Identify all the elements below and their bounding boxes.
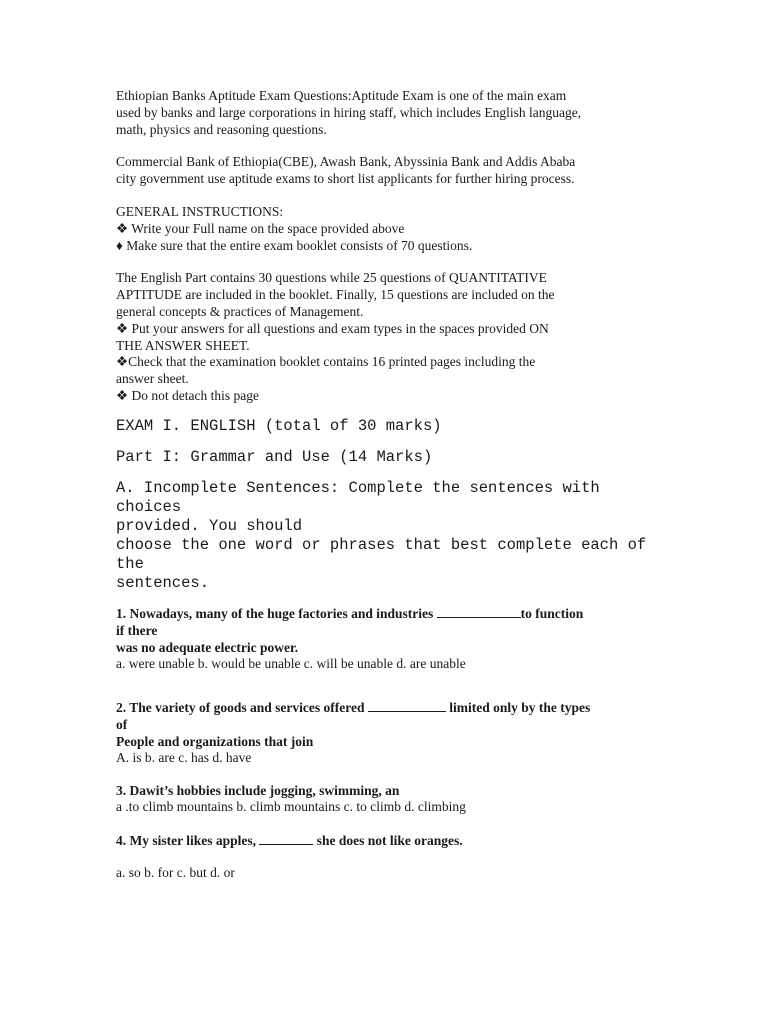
answer-blank[interactable] xyxy=(259,832,313,845)
details-line: THE ANSWER SHEET. xyxy=(116,337,250,353)
question-stem: 3. Dawit’s hobbies include jogging, swimming, an xyxy=(116,783,400,799)
instruction-item: ♦ Make sure that the entire exam booklet consists of 70 questions. xyxy=(116,237,473,253)
question-stem-cont: was no adequate electric power. xyxy=(116,639,299,655)
question-stem: 1. Nowadays, many of the huge factories and industries to function xyxy=(116,605,584,621)
intro-line: Ethiopian Banks Aptitude Exam Questions:Aptitude Exam is one of the main exam xyxy=(116,88,567,103)
question-options: a. so b. for c. but d. or xyxy=(116,865,235,881)
question-2 xyxy=(116,699,656,767)
intro-line: Commercial Bank of Ethiopia(CBE), Awash Bank, Abyssinia Bank and Addis Ababa xyxy=(116,154,576,170)
intro-paragraph-2 xyxy=(116,154,656,188)
answer-blank[interactable] xyxy=(437,605,521,618)
question-stem-cont: People and organizations that join xyxy=(116,733,314,749)
details-line: general concepts & practices of Management. xyxy=(116,303,364,319)
details-line: ❖Check that the examination booklet contains 16 printed pages including the xyxy=(116,354,536,370)
section-line: choose the one word or phrases that best complete each of the xyxy=(116,535,647,573)
exam-details xyxy=(116,270,656,404)
question-stem: 4. My sister likes apples, she does not like oranges. xyxy=(116,833,463,849)
section-line: sentences. xyxy=(116,573,210,592)
section-line: provided. You should xyxy=(116,516,303,535)
details-line: APTITUDE are included in the booklet. Finally, 15 questions are included on the xyxy=(116,287,555,303)
intro-line: math, physics and reasoning questions. xyxy=(116,121,327,137)
details-line: ❖ Put your answers for all questions and exam types in the spaces provided ON xyxy=(116,320,549,336)
question-options: a. were unable b. would be unable c. will be unable d. are unable xyxy=(116,655,466,671)
question-stem-cont: if there xyxy=(116,622,158,638)
document-page xyxy=(116,88,656,882)
question-4 xyxy=(116,832,656,882)
question-options: A. is b. are c. has d. have xyxy=(116,749,252,765)
instructions-heading: GENERAL INSTRUCTIONS: xyxy=(116,203,284,219)
instruction-item: ❖ Write your Full name on the space provided above xyxy=(116,220,405,236)
section-line: A. Incomplete Sentences: Complete the sentences with choices xyxy=(116,478,600,516)
intro-line: used by banks and large corporations in hiring staff, which includes English language, xyxy=(116,104,582,120)
details-line: The English Part contains 30 questions while 25 questions of QUANTITATIVE xyxy=(116,270,547,286)
section-a-instructions xyxy=(116,479,656,593)
general-instructions xyxy=(116,204,656,254)
question-stem: 2. The variety of goods and services offered limited only by the types xyxy=(116,699,591,715)
question-options: a .to climb mountains b. climb mountains c. to climb d. climbing xyxy=(116,799,466,815)
part-title: Part I: Grammar and Use (14 Marks) xyxy=(116,447,433,466)
question-1 xyxy=(116,605,656,673)
exam-title: EXAM I. ENGLISH (total of 30 marks) xyxy=(116,416,442,435)
details-line: answer sheet. xyxy=(116,371,189,387)
answer-blank[interactable] xyxy=(368,699,446,712)
intro-paragraph-1 xyxy=(116,88,656,138)
details-line: ❖ Do not detach this page xyxy=(116,387,259,403)
question-stem-cont: of xyxy=(116,716,128,732)
question-3 xyxy=(116,782,656,816)
intro-line: city government use aptitude exams to short list applicants for further hiring process. xyxy=(116,171,575,187)
